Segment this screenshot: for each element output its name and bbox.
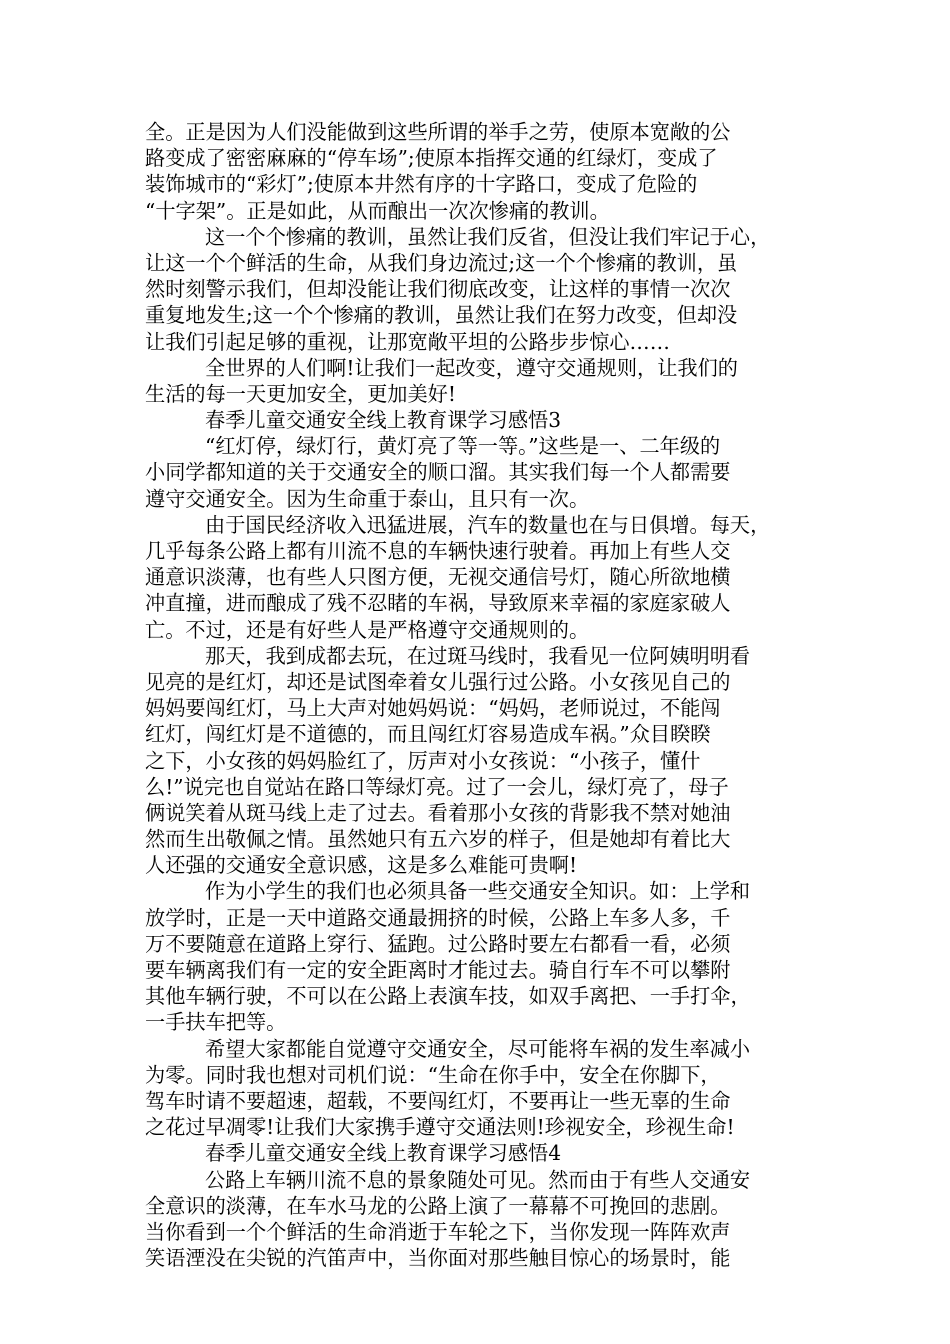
text-line: 红灯，闯红灯是不道德的，而且闯红灯容易造成车祸。”众目睽睽 bbox=[145, 722, 711, 747]
text-line: 然而生出敬佩之情。虽然她只有五六岁的样子，但是她却有着比大 bbox=[145, 827, 731, 852]
text-line: 之下，小女孩的妈妈脸红了，厉声对小女孩说：“小孩子，懂什 bbox=[145, 748, 701, 773]
text-line: 见亮的是红灯，却还是试图牵着女儿强行过公路。小女孩见自己的 bbox=[145, 669, 731, 694]
text-line: 笑语湮没在尖锐的汽笛声中，当你面对那些触目惊心的场景时，能 bbox=[145, 1246, 731, 1271]
document-body bbox=[0, 119, 950, 1271]
text-line: 妈妈要闯红灯，马上大声对她妈妈说：“妈妈，老师说过，不能闯 bbox=[145, 696, 721, 721]
text-line: 一手扶车把等。 bbox=[145, 1010, 287, 1035]
text-line: 其他车辆行驶，不可以在公路上表演车技，如双手离把、一手打伞， bbox=[145, 984, 751, 1009]
text-line: 路变成了密密麻麻的“停车场”;使原本指挥交通的红绿灯，变成了 bbox=[145, 146, 718, 171]
text-line: 小同学都知道的关于交通安全的顺口溜。其实我们每一个人都需要 bbox=[145, 460, 731, 485]
text-line: 公路上车辆川流不息的景象随处可见。然而由于有些人交通安 bbox=[205, 1167, 751, 1192]
text-line: 希望大家都能自觉遵守交通安全，尽可能将车祸的发生率减小 bbox=[205, 1036, 751, 1061]
text-line: 然时刻警示我们，但却没能让我们彻底改变，让这样的事情一次次 bbox=[145, 277, 731, 302]
text-line: 春季儿童交通安全线上教育课学习感悟3 bbox=[205, 408, 562, 433]
text-line: 由于国民经济收入迅猛进展，汽车的数量也在与日俱增。每天， bbox=[205, 512, 771, 537]
text-line: 为零。同时我也想对司机们说：“生命在你手中，安全在你脚下， bbox=[145, 1062, 721, 1087]
text-line: 全。正是因为人们没能做到这些所谓的举手之劳，使原本宽敞的公 bbox=[145, 120, 731, 144]
text-line: 这一个个惨痛的教训，虽然让我们反省，但没让我们牢记于心， bbox=[205, 224, 771, 249]
text-line: 驾车时请不要超速，超载，不要闯红灯，不要再让一些无辜的生命 bbox=[145, 1088, 731, 1113]
text-line: “红灯停，绿灯行，黄灯亮了等一等。”这些是一、二年级的 bbox=[205, 434, 721, 459]
text-line: 全世界的人们啊!让我们一起改变，遵守交通规则，让我们的 bbox=[205, 355, 738, 380]
text-line: 遵守交通安全。因为生命重于泰山，且只有一次。 bbox=[145, 486, 590, 511]
text-line: 亡。不过，还是有好些人是严格遵守交通规则的。 bbox=[145, 617, 590, 642]
text-line: “十字架”。正是如此，从而酿出一次次惨痛的教训。 bbox=[145, 198, 610, 223]
text-line: 让这一个个鲜活的生命，从我们身边流过;这一个个惨痛的教训，虽 bbox=[145, 250, 738, 275]
text-line: 春季儿童交通安全线上教育课学习感悟4 bbox=[205, 1141, 562, 1166]
text-line: 么!”说完也自觉站在路口等绿灯亮。过了一会儿，绿灯亮了，母子 bbox=[145, 774, 729, 799]
text-line: 人还强的交通安全意识感，这是多么难能可贵啊! bbox=[145, 853, 578, 878]
text-line: 万不要随意在道路上穿行、猛跑。过公路时要左右都看一看，必须 bbox=[145, 931, 731, 956]
text-line: 要车辆离我们有一定的安全距离时才能过去。骑自行车不可以攀附 bbox=[145, 958, 731, 982]
text-line: 俩说笑着从斑马线上走了过去。看着那小女孩的背影我不禁对她油 bbox=[145, 800, 731, 825]
text-line: 放学时，正是一天中道路交通最拥挤的时候，公路上车多人多，千 bbox=[145, 905, 731, 930]
text-line: 几乎每条公路上都有川流不息的车辆快速行驶着。再加上有些人交 bbox=[145, 539, 731, 563]
text-line: 作为小学生的我们也必须具备一些交通安全知识。如：上学和 bbox=[205, 879, 751, 904]
text-line: 当你看到一个个鲜活的生命消逝于车轮之下，当你发现一阵阵欢声 bbox=[145, 1219, 731, 1244]
text-line: 通意识淡薄，也有些人只图方便，无视交通信号灯，随心所欲地横 bbox=[145, 565, 731, 590]
text-line: 让我们引起足够的重视，让那宽敞平坦的公路步步惊心…… bbox=[145, 329, 670, 354]
text-line: 生活的每一天更加安全，更加美好! bbox=[145, 381, 456, 406]
text-line: 重复地发生;这一个个惨痛的教训，虽然让我们在努力改变，但却没 bbox=[145, 303, 738, 328]
text-line: 全意识的淡薄，在车水马龙的公路上演了一幕幕不可挽回的悲剧。 bbox=[145, 1193, 731, 1218]
text-line: 那天，我到成都去玩，在过斑马线时，我看见一位阿姨明明看 bbox=[205, 643, 751, 668]
text-line: 冲直撞，进而酿成了残不忍睹的车祸，导致原来幸福的家庭家破人 bbox=[145, 591, 731, 616]
text-line: 之花过早凋零!让我们大家携手遵守交通法则!珍视安全，珍视生命! bbox=[145, 1115, 735, 1140]
text-line: 装饰城市的“彩灯”;使原本井然有序的十字路口，变成了危险的 bbox=[145, 172, 698, 197]
